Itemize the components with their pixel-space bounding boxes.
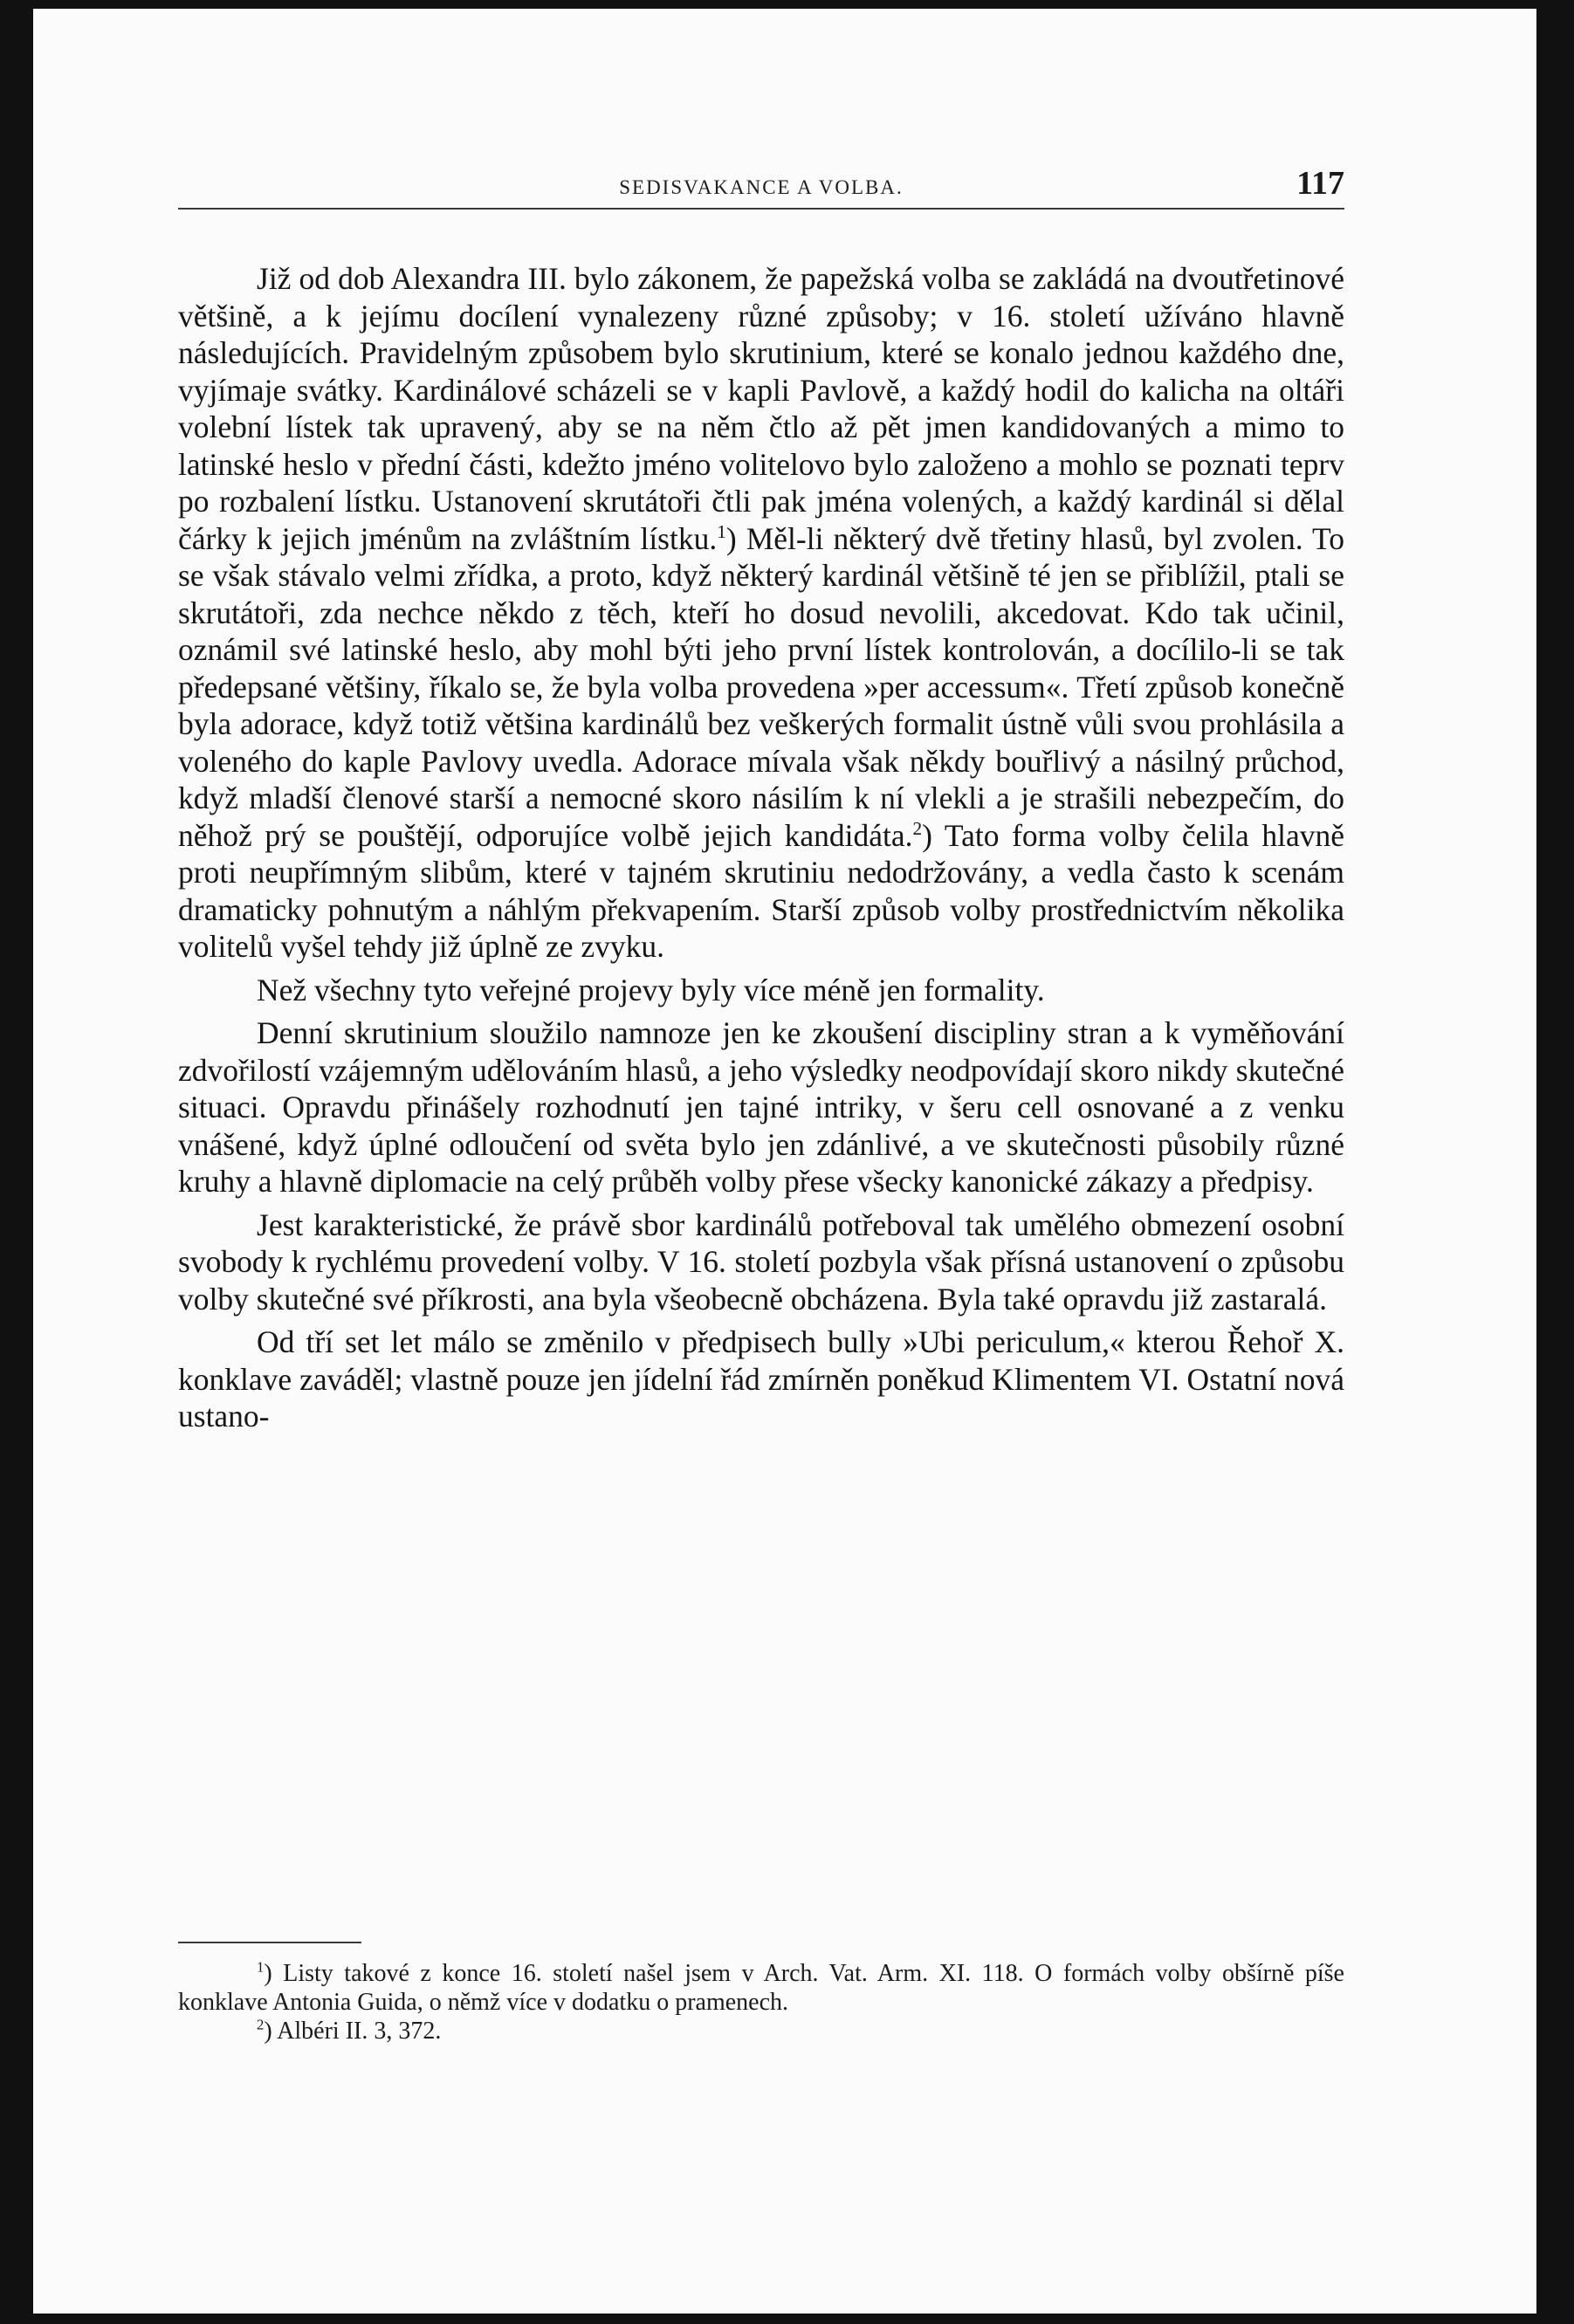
paragraph (178, 1014, 1344, 1200)
footnotes (178, 1959, 1344, 2046)
body-text (178, 260, 1344, 1435)
paragraph (178, 1207, 1344, 1318)
paragraph-text: ) Měl-li některý dvě třetiny hlasů, byl zvolen. To se však stávalo velmi zřídka, a proto, když některý kardinál většině té jen se přiblížil, ptali se skrutátoři, zda nechce někdo z těch, kteří ho dosud nevolili, akcedovat. Kdo tak učinil, oznámil své latinské heslo, aby mohl býti jeho první lístek kontrolován, a docílilo-li se tak předepsané většiny, říkalo se, že byla volba provedena »per accessum«. Třetí způsob konečně byla adorace, když totiž většina kardinálů bez veškerých formalit ústně vůli svou prohlásila a voleného do kaple Pavlovy uvedla. Adorace mívala však někdy bouřlivý a násilný průchod, když mladší členové starší a nemocné skoro násilím k ní vlekli a je strašili nebezpečím, do něhož prý se pouštějí, odporujíce volbě jejich kandidáta. (178, 520, 1344, 853)
scanned-page (33, 9, 1536, 2314)
footnote-marker: 2 (257, 2016, 265, 2033)
paragraph-text: Již od dob Alexandra III. bylo zákonem, že papežská volba se zakládá na dvoutřetinové většině, a k jejímu docílení vynalezeny různé způsoby; v 16. století užíváno hlavně následujících. Pravidelným způsobem bylo skrutinium, které se konalo jednou každého dne, vyjímaje svátky. Kardinálové scházeli se v kapli Pavlově, a každý hodil do kalicha na oltáři volební lístek tak upravený, aby se na něm čtlo až pět jmen kandidovaných a mimo to latinské heslo v přední části, kdežto jméno volitelovo bylo založeno a mohlo se poznati teprv po rozbalení lístku. Ustanovení skrutátoři čtli pak jména volených, a každý kardinál si dělal čárky k jejich jménům na zvláštním lístku. (178, 261, 1344, 556)
paragraph-text: Jest karakteristické, že právě sbor kardinálů potřeboval tak umělého obmezení osobní svobody k rychlému provedení volby. V 16. století pozbyla však přísná ustanovení o způsobu volby skutečné své příkrosti, ana byla všeobecně obcházena. Byla také opravdu již zastaralá. (178, 1207, 1344, 1317)
footnote-text: ) Listy takové z konce 16. století našel jsem v Arch. Vat. Arm. XI. 118. O formách volby obšírně píše konklave Antonia Guida, o němž více v dodatku o pramenech. (178, 1960, 1344, 2016)
page-number: 117 (1296, 165, 1344, 202)
paragraph (178, 1324, 1344, 1435)
running-title: SEDISVAKANCE A VOLBA. (619, 176, 904, 198)
paragraph (178, 260, 1344, 966)
page-header (178, 155, 1344, 210)
footnote-marker: 1 (257, 1958, 265, 1976)
footnote-separator (178, 1942, 361, 1943)
footnote-text: ) Albéri II. 3, 372. (264, 2018, 442, 2045)
paragraph-text: ) Tato forma volby čelila hlavně proti neupřímným slibům, které v tajném skrutiniu nedodržovány, a vedla často k scenám dramaticky pohnutým a náhlým překvapením. Starší způsob volby prostřednictvím několika volitelů vyšel tehdy již úplně ze zvyku. (178, 817, 1344, 964)
footnote-reference: 1 (717, 520, 726, 542)
footnote-reference: 2 (912, 817, 923, 839)
footnote (178, 2017, 1344, 2046)
paragraph-text: Od tří set let málo se změnilo v předpisech bully »Ubi periculum,« kterou Řehoř X. konklave zaváděl; vlastně pouze jen jídelní řád zmírněn poněkud Klimentem VI. Ostatní nová ustano- (178, 1324, 1344, 1434)
paragraph-text: Denní skrutinium sloužilo namnoze jen ke zkoušení discipliny stran a k vyměňování zdvořilostí vzájemným udělováním hlasů, a jeho výsledky neodpovídají skoro nikdy skutečné situaci. Opravdu přinášely rozhodnutí jen tajné intriky, v šeru cell osnované a z venku vnášené, když úplné odloučení od světa bylo jen zdánlivé, a ve skutečnosti působily různé kruhy a hlavně diplomacie na celý průběh volby přese všecky kanonické zákazy a předpisy. (178, 1015, 1344, 1199)
paragraph-text: Než všechny tyto veřejné projevy byly více méně jen formality. (257, 972, 1045, 1007)
footnote (178, 1959, 1344, 2017)
paragraph (178, 972, 1344, 1009)
